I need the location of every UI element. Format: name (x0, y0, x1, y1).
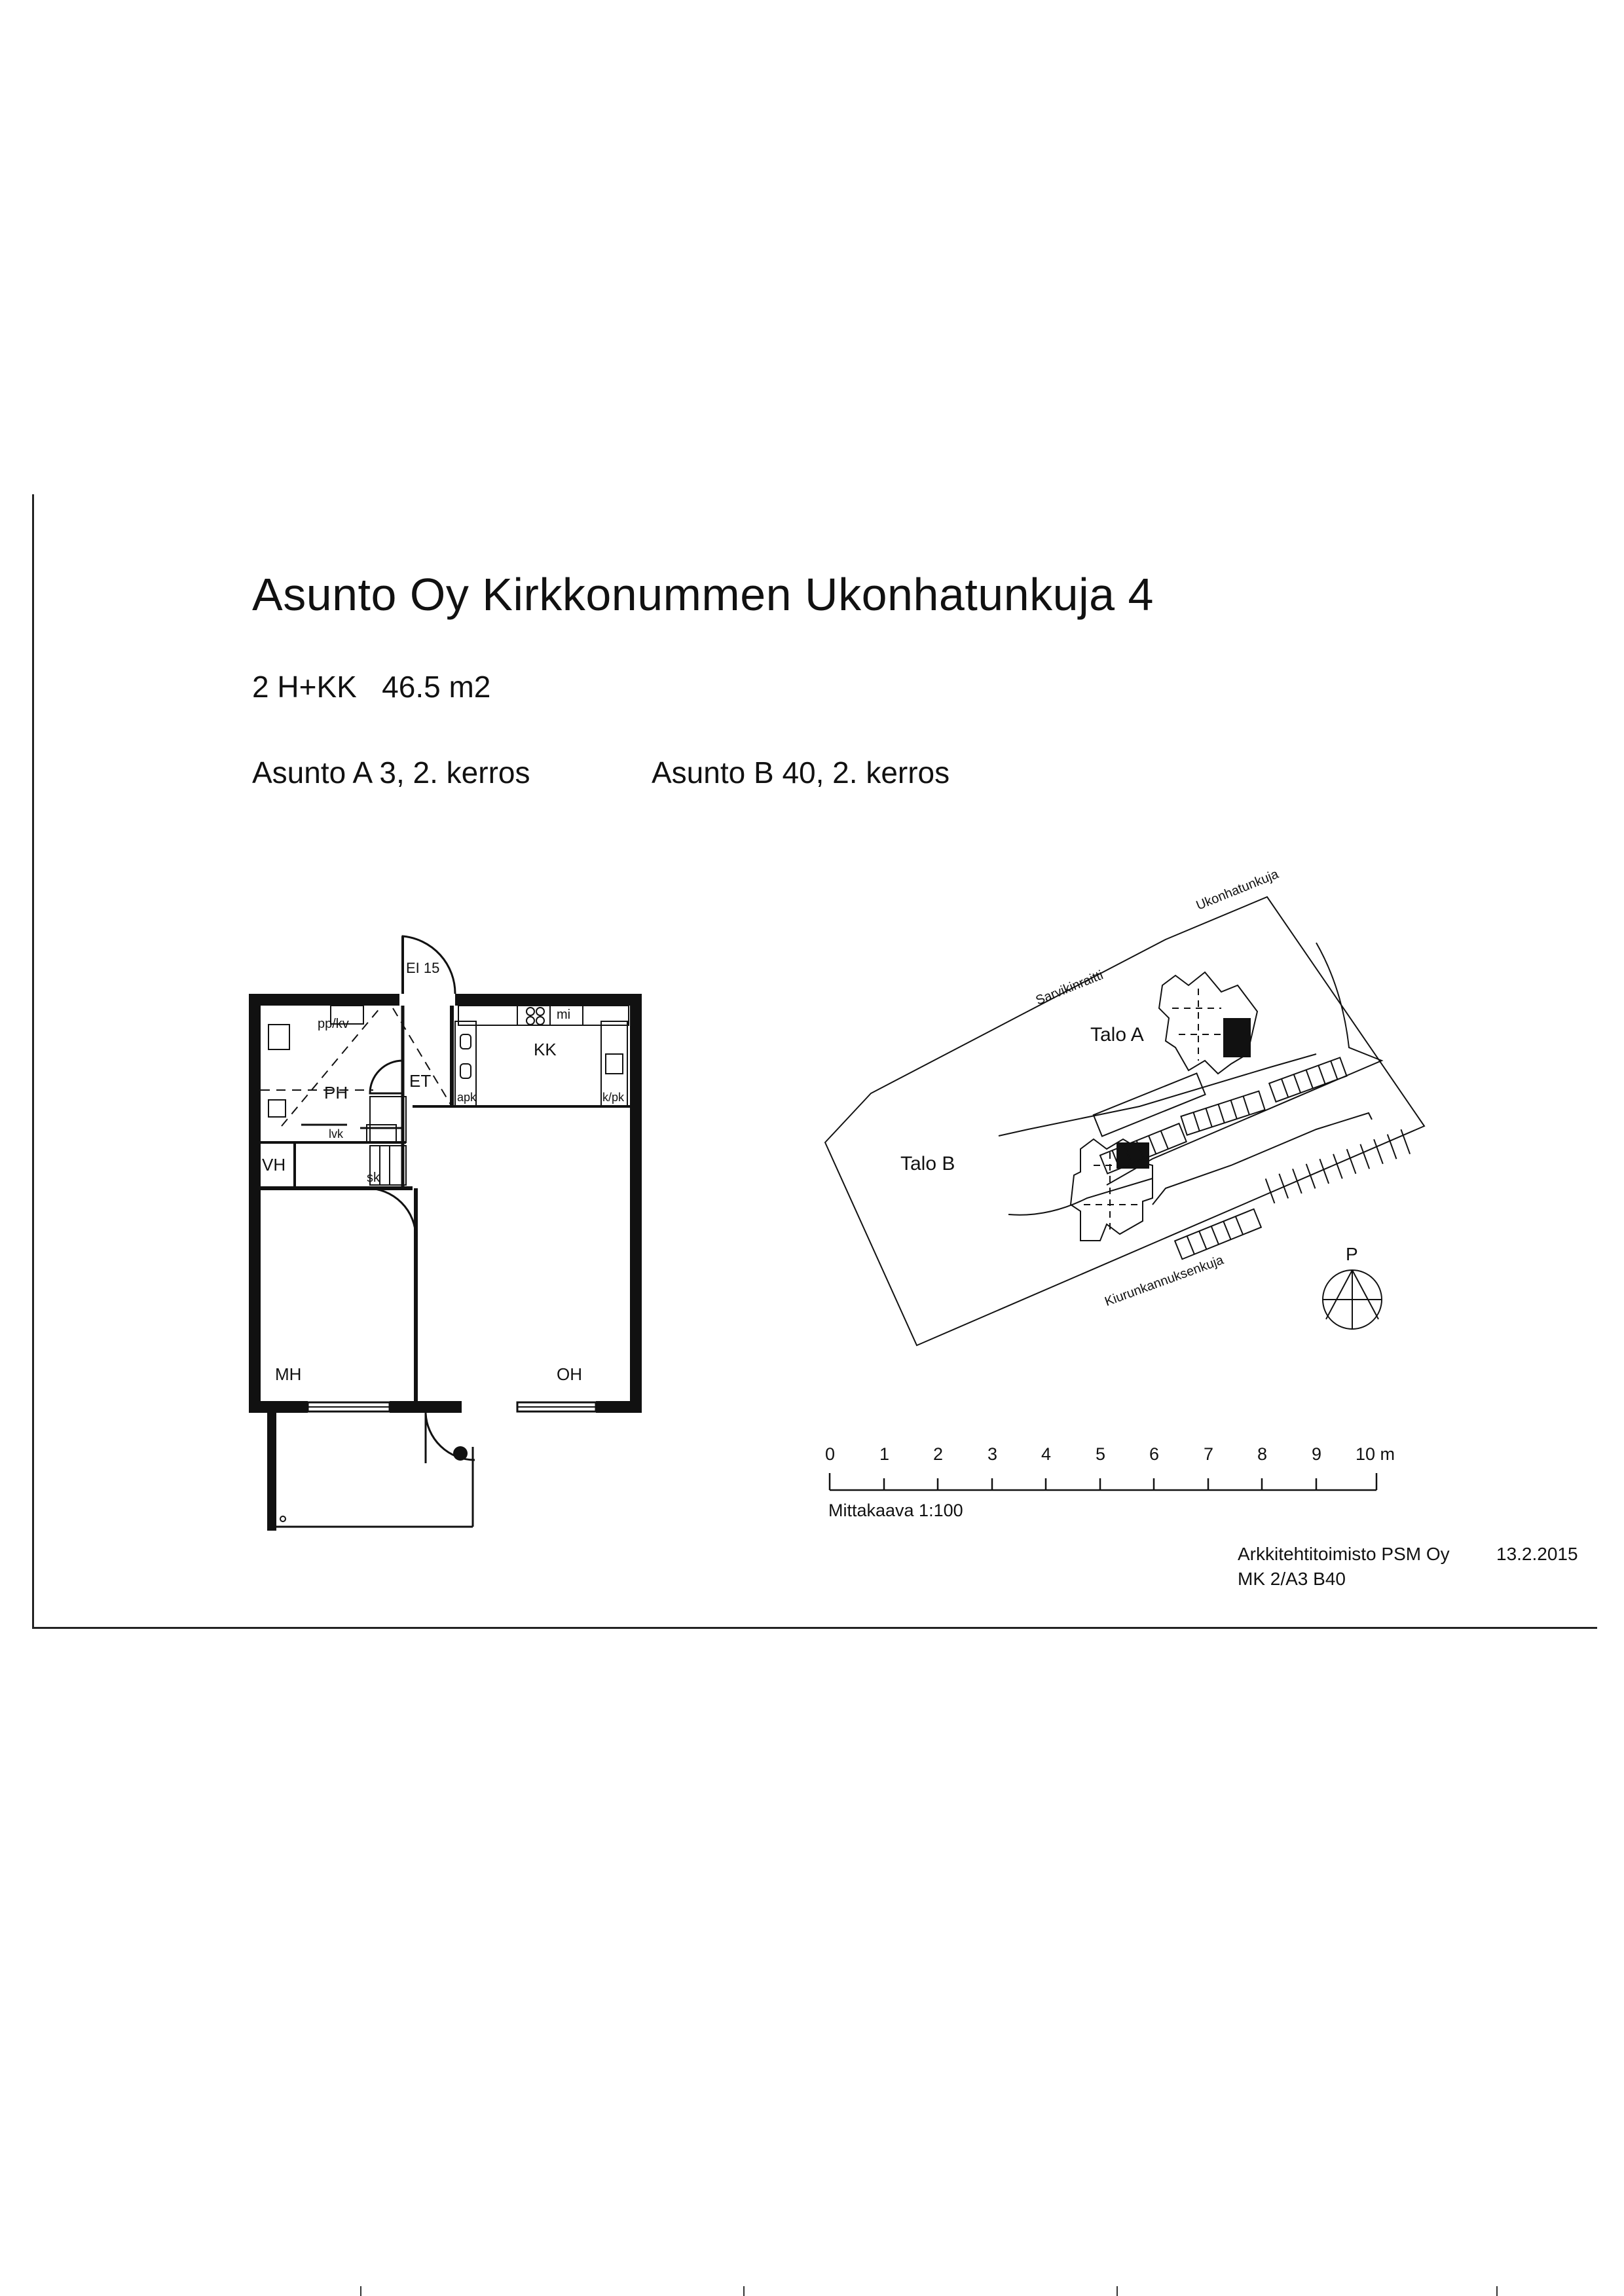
page-edge-mark-1 (360, 2286, 361, 2296)
north-arrow (1323, 1270, 1382, 1329)
room-label-vh: VH (262, 1155, 286, 1175)
room-label-mh: MH (275, 1364, 302, 1384)
page-edge-mark-2 (743, 2286, 745, 2296)
parking-stalls (1266, 1129, 1410, 1203)
apartment-a-label: Asunto A 3, 2. kerros (252, 756, 530, 790)
sheet-frame-left (32, 494, 34, 1627)
carport-row-4 (1175, 1209, 1261, 1260)
scale-caption: Mittakaava 1:100 (828, 1501, 963, 1520)
page-edge-mark-4 (1496, 2286, 1498, 2296)
scale-tick-7: 7 (1204, 1444, 1214, 1464)
scale-tick-4: 4 (1041, 1444, 1052, 1464)
outer-wall-bottom-left (249, 1401, 308, 1413)
outer-wall-left (249, 994, 261, 1413)
talo-a-apartment-highlight (1223, 1018, 1251, 1057)
scale-tick-3: 3 (987, 1444, 998, 1464)
fixture-label-apk: apk (457, 1091, 477, 1104)
room-label-oh: OH (557, 1364, 582, 1384)
room-label-ph: PH (324, 1083, 348, 1102)
street-label-sarvikinraitti: Sarvikinraitti (1033, 968, 1105, 1008)
scale-bar (819, 1440, 1395, 1493)
fixture-label-sk: sk (367, 1171, 380, 1185)
drawing-date: 13.2.2015 (1496, 1544, 1578, 1564)
street-label-kiurunkannuksenkuja: Kiurunkannuksenkuja (1103, 1252, 1226, 1309)
floor-plan (242, 930, 648, 1532)
scale-tick-0: 0 (825, 1444, 836, 1464)
fixture-label-k-pk: k/pk (602, 1091, 625, 1104)
architect-office: Arkkitehtitoimisto PSM Oy (1238, 1544, 1450, 1564)
street-label-ukonhatunkuja: Ukonhatunkuja (1194, 867, 1281, 913)
room-label-et: ET (409, 1071, 432, 1091)
sheet-frame-bottom (32, 1627, 1597, 1629)
outer-wall-bottom-mid (390, 1401, 462, 1413)
apartment-type-area: 2 H+KK 46.5 m2 (252, 670, 491, 704)
fixture-label-lvk: lvk (329, 1127, 343, 1140)
site-boundary (825, 897, 1424, 1345)
scale-tick-9: 9 (1312, 1444, 1322, 1464)
scale-tick-8: 8 (1257, 1444, 1268, 1464)
building-label-talo-b: Talo B (900, 1153, 955, 1175)
drawing-code: MK 2/A3 B40 (1238, 1569, 1346, 1589)
scale-tick-1: 1 (879, 1444, 890, 1464)
door-label-ei15: EI 15 (406, 960, 440, 976)
north-label: P (1346, 1244, 1358, 1264)
site-plan (812, 851, 1467, 1388)
page-edge-mark-3 (1116, 2286, 1118, 2296)
scale-tick-2: 2 (933, 1444, 944, 1464)
apartment-b-label: Asunto B 40, 2. kerros (652, 756, 950, 790)
scale-tick-10: 10 m (1356, 1444, 1395, 1464)
outer-wall-top-left (249, 994, 399, 1006)
outer-wall-top-right (455, 994, 642, 1006)
building-label-talo-a: Talo A (1090, 1024, 1144, 1046)
balcony-drain (453, 1446, 468, 1461)
room-label-kk: KK (534, 1040, 557, 1059)
document-title: Asunto Oy Kirkkonummen Ukonhatunkuja 4 (252, 569, 1154, 620)
outer-wall-bottom-right (596, 1401, 642, 1413)
scale-tick-5: 5 (1096, 1444, 1106, 1464)
scale-tick-6: 6 (1149, 1444, 1160, 1464)
fixture-label-mi: mi (557, 1008, 571, 1022)
balcony-rail-left (267, 1413, 276, 1531)
fixture-label-pp-kv: pp/kv (318, 1017, 349, 1031)
